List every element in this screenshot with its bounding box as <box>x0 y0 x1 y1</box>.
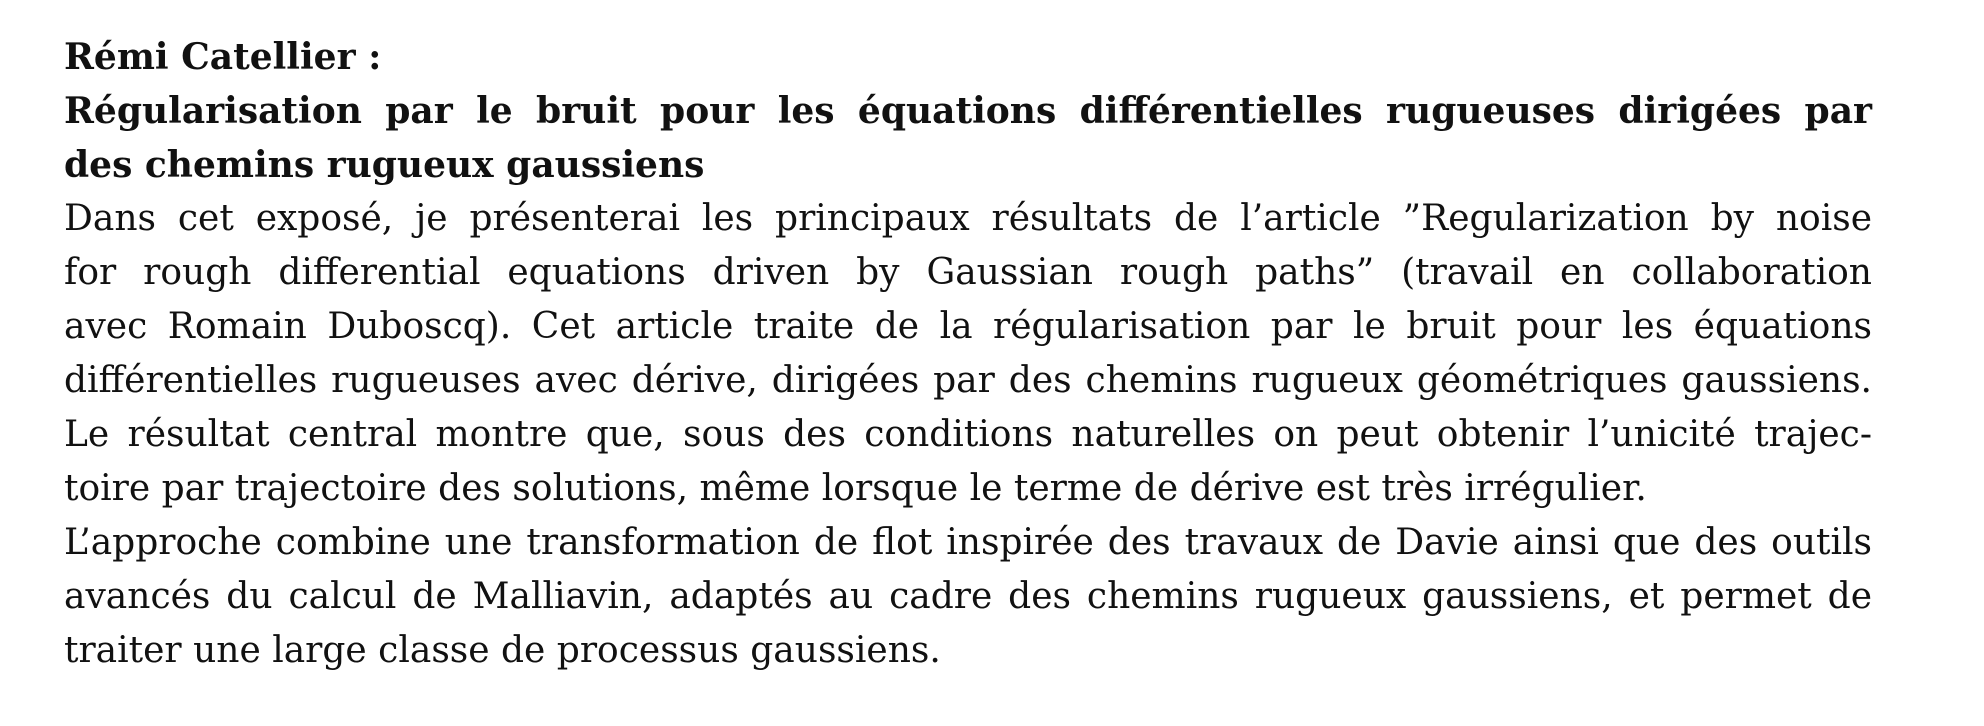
paragraph-line: traiter une large classe de processus gaussiens. <box>64 630 941 671</box>
paragraph-line: avec Romain Duboscq). Cet article traite de la régularisation par le bruit pour les équations <box>64 306 1872 347</box>
title-line: des chemins rugueux gaussiens <box>64 144 705 186</box>
paragraph-line: Dans cet exposé, je présenterai les principaux résultats de l’article ”Regularization by noise <box>64 198 1872 239</box>
talk-title <box>64 84 1872 192</box>
author-name: Rémi Catellier : <box>64 36 382 78</box>
abstract-paragraph-2 <box>64 516 1872 678</box>
paragraph-line: toire par trajectoire des solutions, même lorsque le terme de dérive est très irrégulier. <box>64 468 1647 509</box>
abstract-page <box>64 30 1872 678</box>
abstract-paragraph-1 <box>64 192 1872 516</box>
paragraph-line: avancés du calcul de Malliavin, adaptés au cadre des chemins rugueux gaussiens, et permet de <box>64 576 1872 617</box>
paragraph-line: différentielles rugueuses avec dérive, dirigées par des chemins rugueux géométriques gaussiens. <box>64 360 1872 401</box>
title-line: Régularisation par le bruit pour les équations différentielles rugueuses dirigées par <box>64 90 1872 132</box>
paragraph-line: for rough differential equations driven by Gaussian rough paths” (travail en collaboration <box>64 252 1872 293</box>
paragraph-line: L’approche combine une transformation de flot inspirée des travaux de Davie ainsi que des outils <box>64 522 1872 563</box>
paragraph-line: Le résultat central montre que, sous des conditions naturelles on peut obtenir l’unicité trajec- <box>64 414 1872 455</box>
